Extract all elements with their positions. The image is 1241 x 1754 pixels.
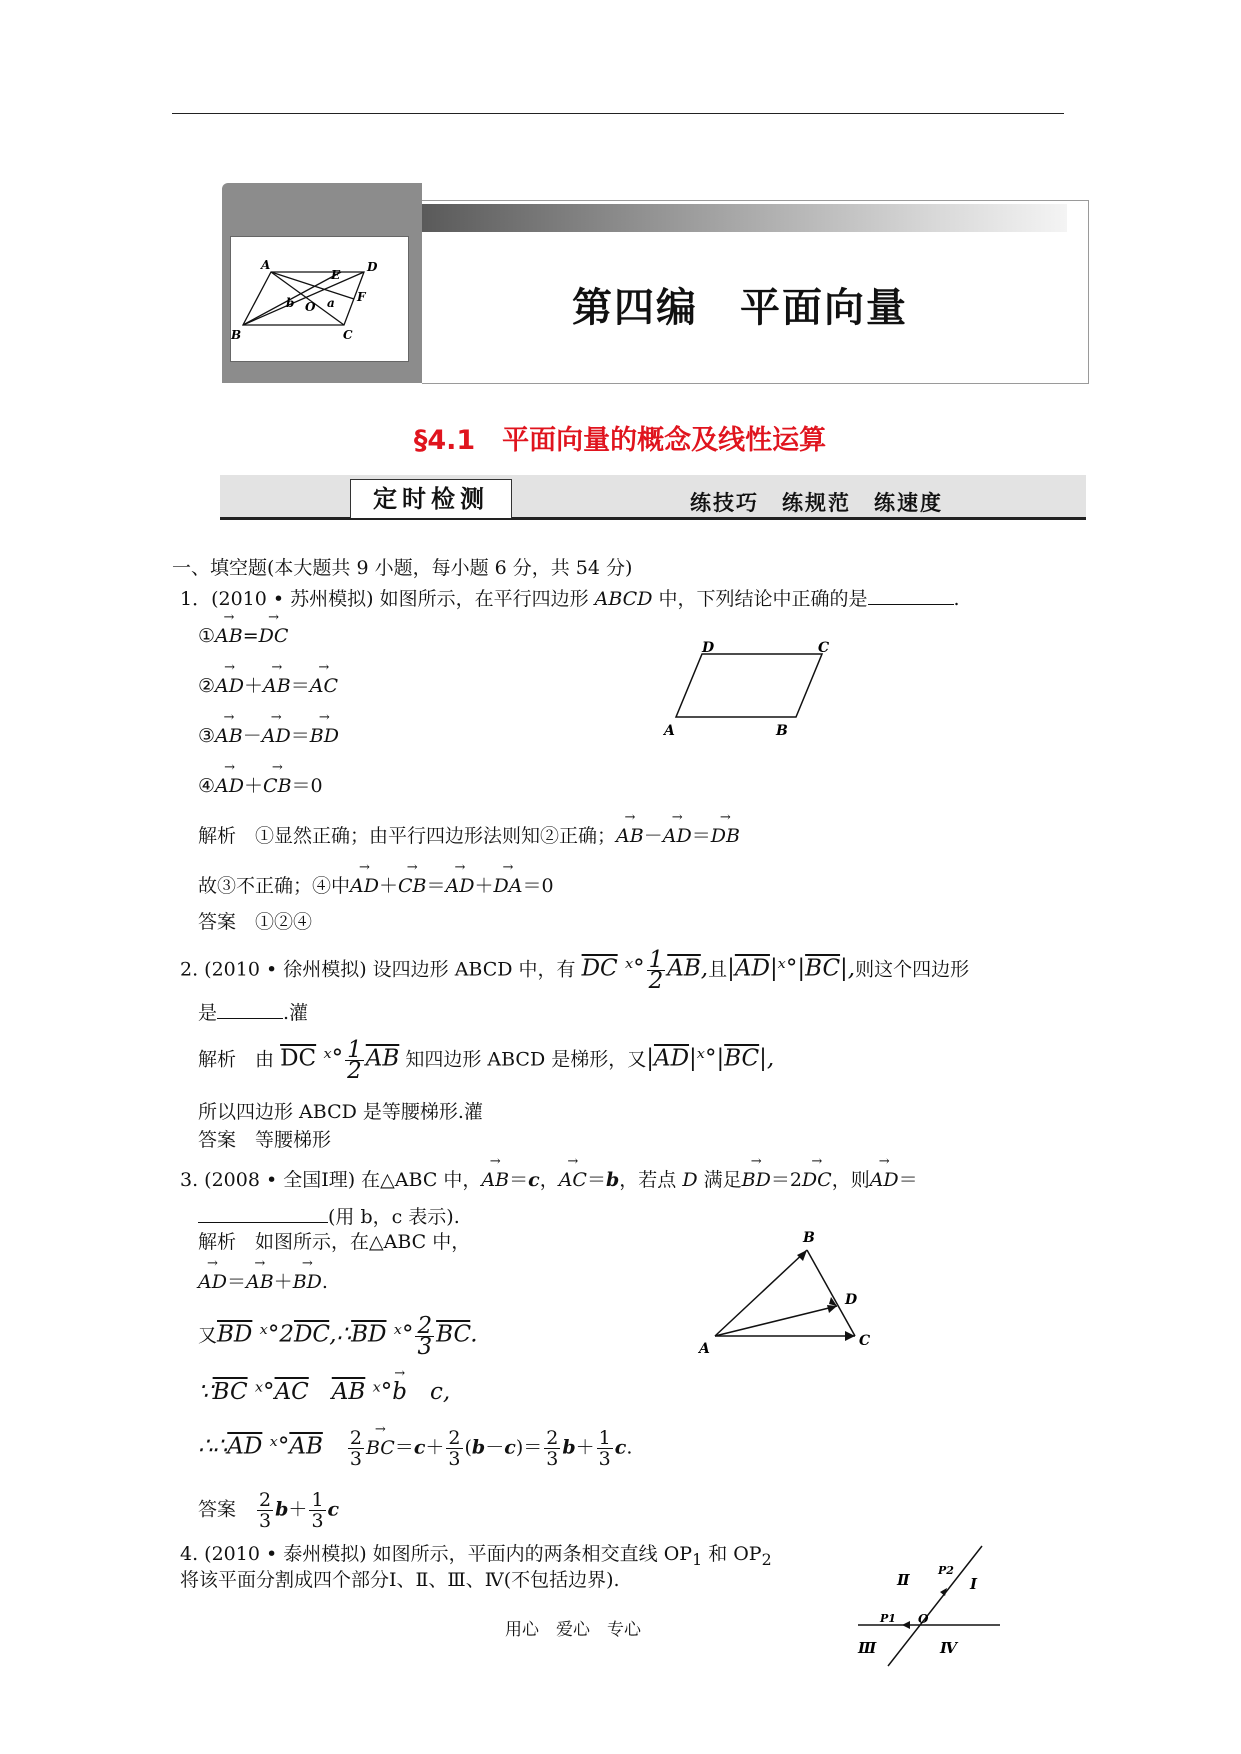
q1-sol2-text: 故③不正确；④中 [198,875,351,897]
q1-opt3-num: ③ [198,725,216,747]
header-rule [172,113,1064,114]
q2-stem-line1: 2. (2010 • 徐州模拟) 设四边形 ABCD 中，有 $\overline{DC}$ ˣ° $\frac{1}{2}$ $\overline{AB}$,且$|\overline{AD}|ˣ^\circ|\overline{BC}|$,则这个四边形 [180,947,970,994]
q3-you-text: 又 [198,1324,218,1347]
q2-answer-blank [217,1000,283,1019]
q4-region-4: Ⅳ [940,1639,958,1657]
banner-label-o: O [305,300,316,314]
q2-answer [198,1128,331,1152]
q1-label-d: D [702,640,715,656]
q1-solution-1: 解析 ①显然正确；由平行四边形法则知②正确；→ AB－→ AD＝→ DB [198,824,740,848]
q2-stem-line2 [198,1000,308,1025]
q1-stem-b: ABCD [594,588,653,610]
q2-jiexi-label: 解析 [198,1048,237,1071]
q4-and-text: 和 OP [702,1543,762,1565]
q1-option-4: ④→ AD＋→ CB＝0 [198,774,323,798]
q1-stem-end: . [953,588,960,610]
q4-region-1: Ⅰ [970,1575,978,1593]
q1-sol1-text: ①显然正确；由平行四边形法则知②正确； [255,825,617,847]
q2-sol-b: 知四边形 ABCD 是梯形，又 [405,1048,647,1071]
drill-tab: 定时检测 [350,479,512,518]
q3-answer: 答案 $\frac{2}{3}$ b＋ $\frac{1}{3}$ c [198,1489,340,1532]
q4-label-o: O [918,1612,929,1626]
q3-answer-label: 答案 [198,1498,237,1521]
q1-stem-c: 中，下列结论中正确的是 [652,588,868,610]
banner-label-c: C [343,328,353,342]
q3-stem-line1: 3. (2008 • 全国Ⅰ理) 在△ABC 中，→ AB＝c，→ AC＝b，若点 D 满足→ BD＝2→ DC，则→ AD＝ [180,1168,918,1192]
q1-opt2-num: ② [198,675,216,697]
banner-label-b-vertex: B [231,328,242,342]
banner-label-f: F [357,290,366,304]
banner-label-e: E [331,268,341,282]
q1-stem-a: 1．(2010 • 苏州模拟) 如图所示，在平行四边形 [180,588,595,610]
banner-label-a-small: a [327,296,335,310]
q2-answer-label: 答案 [198,1129,237,1151]
q1-label-b: B [776,723,788,739]
q3-stem-line2 [198,1204,460,1229]
q4-region-2: Ⅱ [897,1571,910,1589]
q3-answer-blank [198,1204,328,1223]
q3-solution-3: 又$\overline{BD}$ $ˣ^\circ 2\overline{DC},\therefore\overline{BD}$ ˣ° $\frac{2}{3}$ $\overline{BC}$. [198,1313,478,1360]
q3-sol1-text: 如图所示，在△ABC 中， [255,1231,471,1253]
q2-stem-e: .灌 [283,1002,309,1024]
page-footer: 用心 爱心 专心 [505,1620,641,1640]
section-title: §4.1 平面向量的概念及线性运算 [413,425,827,456]
q2-stem-a: 2. (2010 • 徐州模拟) 设四边形 ABCD 中，有 [180,958,576,981]
q1-jiexi-label: 解析 [198,825,237,847]
q4-figure [852,1538,1002,1672]
q4-label-p1: P1 [880,1612,896,1625]
q3-label-c: C [859,1333,871,1349]
q3-stem-a: 3. (2008 • 全国Ⅰ理) 在△ABC 中， [180,1169,482,1191]
q1-answer [198,910,312,934]
q4-region-3: Ⅲ [858,1639,877,1657]
q4-sub1: 1 [692,1549,703,1569]
q3-jiexi-label: 解析 [198,1231,237,1253]
q2-stem-b: 且 [708,958,728,981]
q1-answer-value: ①②④ [255,911,313,933]
q1-label-a: A [664,723,675,739]
banner-label-b: b [286,296,295,310]
banner-label-d: D [367,260,378,274]
q2-solution-1: 解析 由 $\overline{DC}$ ˣ° $\frac{1}{2}$ $\overline{AB}$ 知四边形 ABCD 是梯形，又$|\overline{AD}|ˣ^\circ|\overline{BC}|$, [198,1037,775,1084]
q4-line2: 将该平面分割成四个部分Ⅰ、Ⅱ、Ⅲ、Ⅳ(不包括边界). [180,1569,620,1591]
banner-gradient-strip [422,204,1067,232]
banner-title: 第四编 平面向量 [572,285,908,331]
q1-figure [660,640,840,744]
q2-stem-c: 则这个四边形 [855,958,970,981]
q1-option-3: ③→ AB－→ AD＝→ BD [198,724,339,748]
q1-answer-label: 答案 [198,911,237,933]
drill-slogan: 练技巧 练规范 练速度 [690,491,943,515]
q1-option-2: ②→ AD＋→ AB＝→ AC [198,674,338,698]
q1-label-c: C [818,640,830,656]
q1-opt1-num: ① [198,625,216,647]
part-heading: 一、填空题(本大题共 9 小题，每小题 6 分，共 54 分) [172,557,633,579]
q3-stem-d: ，则 [831,1169,870,1191]
q3-label-b: B [803,1230,815,1246]
q2-answer-value: 等腰梯形 [255,1129,332,1151]
q3-stem-c: 满足 [697,1169,742,1191]
q1-stem [180,586,960,611]
q4-label-p2: P2 [938,1564,954,1577]
banner-figure [230,236,409,362]
q1-option-1: ①→ AB=→ DC [198,624,288,648]
q3-solution-4: $\because\overline{BC}$ $ˣ^\circ\overline{AC}$ $\overline{AB}$ ˣ°→ b c, [198,1380,450,1405]
q2-solution-2: 所以四边形 ABCD 是等腰梯形.灌 [198,1101,483,1123]
q4-sub2: 2 [761,1549,772,1569]
banner-label-a: A [261,258,271,272]
q3-solution-5: $\therefore\therefore\overline{AD}$ $ˣ^\circ\overline{AB}$ $\frac{2}{3}$ → BC＝c＋ $\frac{2}{3}$ (b－c)＝ $\frac{2}{3}$ b＋ $\frac{1}{3}$ c. [198,1428,632,1469]
q3-solution-1 [198,1230,470,1254]
q3-figure [695,1228,885,1362]
q2-sol-a: 由 [255,1048,275,1071]
q2-stem-d: 是 [198,1002,218,1024]
q3-stem-b: ，若点 [619,1169,683,1191]
q3-stem-e: (用 b，c 表示). [328,1206,460,1228]
q4-line1-text: 4. (2010 • 泰州模拟) 如图所示，平面内的两条相交直线 OP [180,1543,693,1565]
q3-solution-2: → AD＝→ AB＋→ BD. [198,1270,328,1294]
q3-label-a: A [699,1341,710,1357]
q3-label-d: D [845,1292,858,1308]
q1-solution-2: 故③不正确；④中→ AD＋→ CB＝→ AD＋→ DA＝0 [198,874,554,898]
q1-opt4-num: ④ [198,775,216,797]
q1-answer-blank [868,586,954,605]
